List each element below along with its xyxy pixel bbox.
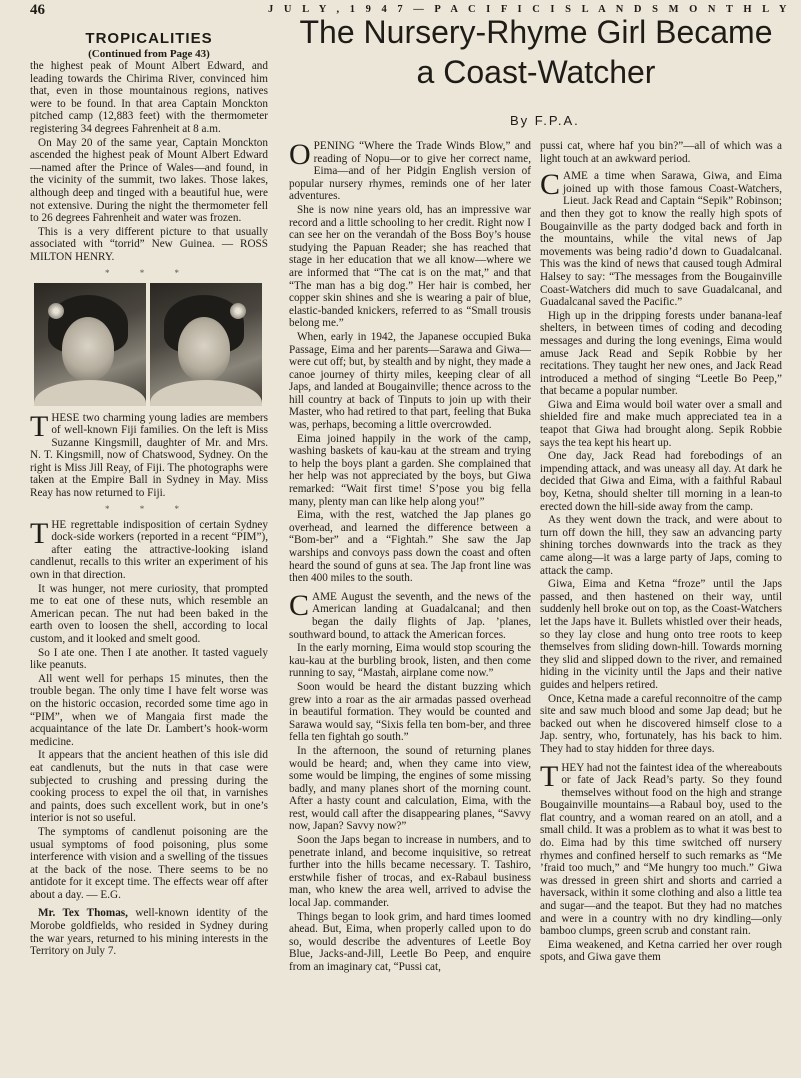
tropicalities-column [30, 30, 268, 959]
paragraph: It was hunger, not mere curiosity, that prompted me to eat one of these nuts, which resemble an American pecan. The nut had been baked in the earth oven to loosen the shell, according to local custom, and it looked and smelt good. [30, 582, 268, 645]
running-head: J U L Y , 1 9 4 7 — P A C I F I C I S L A N D S M O N T H L Y [268, 4, 791, 15]
drop-cap: O [289, 138, 311, 171]
article-column-2 [289, 140, 531, 975]
paragraph: CAME a time when Sarawa, Giwa, and Eima joined up with those famous Coast-Watchers, Lieut. Jack Read and Captain “Sepik” Robinson; and then they got to know the really high spots of Bougainville as the party dodged back and forth in the mountains, while the vital news of Jap movements was being radio’d down to Guadalcanal. This was the kind of news that caused tough Admiral Halsey to say: “The messages from the Bougainville Coast-Watchers did much to save Guadalcanal, and Guadalcanal saved the Pacific.” [540, 168, 782, 309]
paragraph: pussi cat, where haf you bin?”—all of which was a light touch at an awkward period. [540, 140, 782, 165]
paragraph: OPENING “Where the Trade Winds Blow,” and reading of Nopu—or to give her correct name, Eima—and of her Pidgin English version of popular nursery rhymes, reminds one of her later adventures. [289, 138, 531, 203]
drop-cap: T [30, 409, 49, 443]
paragraph: This is a very different picture to that usually associated with “torrid” New Guinea. — ROSS MILTON HENRY. [30, 225, 268, 263]
paragraph: As they went down the track, and were about to turn off down the hill, they saw an advancing party shining torches downwards into the track as they came along—it was a large party of Japs, coming to attack the camp. [540, 514, 782, 577]
paragraph: When, early in 1942, the Japanese occupied Buka Passage, Eima and her parents—Sarawa and Giwa—were cut off; but, by stealth and by night, they made a canoe journey of thirty miles, keeping clear of all Japs, and landed at Bougainville; thence across to the hill country at back of Tinputs to join up with their Master, who had retired to that part, feeling that Buka was, perhaps, becoming a little overcrowded. [289, 330, 531, 432]
photo-pair [34, 283, 268, 406]
article-column-3 [540, 140, 782, 965]
photo-caption: THESE two charming young ladies are members of well-known Fiji families. On the left is Miss Suzanne Kingsmill, daughter of Mr. and Mrs. N. T. Kingsmill, now of Chatswood, Sydney. On the right is Miss Jill Reay, of Fiji. The photographs were taken at the Empire Ball in Sydney in May. Miss Reay has now returned to Fiji. [30, 409, 268, 500]
paragraph: Eima, with the rest, watched the Jap planes go overhead, and learned the difference between a “Bom-ber” and a “Fightah.” She saw the Jap warships and convoys pass down the coast and often heard the sound of guns at sea. The Jap front line was then 400 miles to the south. [289, 509, 531, 585]
paragraph: Eima weakened, and Ketna carried her over rough spots, and Giwa gave them [540, 938, 782, 964]
paragraph: On May 20 of the same year, Captain Monckton ascended the highest peak of Mount Albert Edward—named after the Prince of Wales—and found, in the vicinity of the summit, two lakes. Those lakes, although deep and tinged with a beautiful hue, were not extensive. During the night the thermometer fell to 26 degrees Fahrenheit and water was frozen. [30, 136, 268, 225]
section-title: TROPICALITIES [85, 30, 213, 47]
paragraph: the highest peak of Mount Albert Edward, and leading towards the Chirima River, convinced him that, even in those mountainous regions, natives were to be found. In that area Captain Monckton pitched camp (12,883 feet) with the thermometer registering 34 degrees Fahrenheit at 8 a.m. [30, 60, 268, 135]
paragraph: So I ate one. Then I ate another. It tasted vaguely like peanuts. [30, 646, 268, 672]
section-divider: * * * [105, 267, 193, 278]
drop-cap: T [30, 516, 49, 550]
article-title: The Nursery-Rhyme Girl Became a Coast-Watcher [299, 14, 773, 90]
paragraph: In the afternoon, the sound of returning planes would be heard; and, when they came into view, some would be limping, the engines of some missing badly, and many planes short of the morning count. After a hasty count and calculation, Eima, with the rest, would call after the disappearing planes, “Savvy now, Japan? Savvy now?” [289, 744, 531, 833]
section-subtitle: (Continued from Page 43) [88, 48, 210, 60]
paragraph: All went well for perhaps 15 minutes, then the trouble began. The only time I have felt worse was on the historic occasion, recorded some time ago in “PIM”, when we of Mangaia first made the acquaintance of the late Dr. Lambert’s hook-worm medicine. [30, 672, 268, 748]
paragraph: She is now nine years old, has an impressive war record and a little schooling to her credit. Right now I can see her on the verandah of the Boss Boy’s house studying the Papuan Reader; she has reached that stage in her education that we all know—where we are informed that “The cat is on the mat,” and that “The man has a big dog.” Her hair is combed, her copper skin shines and she is wearing a pair of blue, elastic-banded knickers, referred to as “Small trousis belong me.” [289, 203, 531, 330]
paragraph: Eima joined happily in the work of the camp, washing baskets of kau-kau at the stream and trying to help the boys plant a garden. She complained that her help was not appreciated by the boys, but Giwa remarked: “Wait first time! S’pose you big fella many, plenty man can like help along you!” [289, 432, 531, 508]
paragraph: High up in the dripping forests under banana-leaf shelters, in between times of coding and decoding messages and during the long evenings, Eima would amuse Jack Read and Sepik Robbie by her recitations. They taught her new ones, and Jack Read introduced a method of singing “Leetle Bo Peep,” that became a popular number. [540, 309, 782, 398]
page-number: 46 [30, 2, 45, 18]
paragraph: It appears that the ancient heathen of this isle did eat candlenuts, but the nuts in that case were subjected to crushing and pressing during the cooking process to expel the oil that, in varnishes and paints, does such excellent work, but in one’s interior is not so useful. [30, 749, 268, 825]
paragraph: THE regrettable indisposition of certain Sydney dock-side workers (reported in a recent “PIM”), after eating the attractive-looking island candlenut, recalls to this writer an experiment of his own in that direction. [30, 516, 268, 582]
article-byline: By F.P.A. [510, 113, 580, 128]
paragraph: The symptoms of candlenut poisoning are the usual symptoms of food poisoning, plus some interference with vision and a swelling of the tissues at the back of the nose. There seems to be no antidote for it except time. The effects wear off after about a day. — E.G. [30, 825, 268, 901]
paragraph: Giwa, Eima and Ketna “froze” until the Japs passed, and then hastened on their way, until suddenly hell broke out on top, as the Coast-Watchers let the Japs have it. Bullets whistled over their heads, so they lay close and hung onto tree roots to keep themselves from sliding down-hill. Towards morning they slid and slipped down to the river, and remained hiding in the vicinity until the Japs and their native guides and helpers retired. [540, 578, 782, 691]
paragraph: Things began to look grim, and hard times loomed ahead. But, Eima, when properly called upon to do so, would describe the adventures of Leetle Boy Blue, Jacks-and-Jill, Leetle Bo Peep, and enquire from an imaginary cat, “Pussi cat, [289, 910, 531, 973]
drop-cap: C [540, 168, 561, 202]
paragraph: Mr. Tex Thomas, well-known identity of the Morobe goldfields, who resided in Sydney during the war years, returned to his mining interests in the Territory on July 7. [30, 907, 268, 958]
paragraph: In the early morning, Eima would stop scouring the kau-kau at the burbling brook, listen, and then come running to say, “Mastah, airplane come now.” [289, 642, 531, 680]
paragraph: One day, Jack Read had forebodings of an impending attack, and was uneasy all day. At dark he decided that Giwa and Eima, with a faithful Rabaul boy, Ketna, should shelter till morning in a lean-to erected down the hill-side away from the camp. [540, 450, 782, 513]
paragraph: CAME August the seventh, and the news of the American landing at Guadalcanal; and then began the daily flights of Jap. ’planes, southward bound, to attack the American forces. [289, 588, 531, 641]
drop-cap: T [540, 759, 559, 793]
paragraph: THEY had not the faintest idea of the whereabouts or fate of Jack Read’s party. So they found themselves without food on the high and strange Bougainville mountains—a Rabaul boy, used to the flat country, and a woman reared on an atoll, and a small child. It was a problem as to what it was best to do. Eima had by this time switched off nursery rhymes and confined herself to such remarks as “Me ’fraid too much,” and “Me hungry too much.” Giwa was dressed in green shirt and shorts and carried a haversack, within it some clothing and also a little tea and sugar—and the teapot. But they had no matches and were in a country with no dry kindling—only bamboo clumps, green scrub and constant rain. [540, 759, 782, 938]
paragraph: Once, Ketna made a careful reconnoitre of the camp site and saw much blood and some Jap dead; but he backed out when he discovered himself close to a Jap. sentry, who, fortunately, has his back to him. They had to stay hidden for three days. [540, 692, 782, 755]
paragraph: Soon the Japs began to increase in numbers, and to penetrate inland, and become inquisitive, so retreat further into the hills became necessary. T. Tashiro, erstwhile fisher of trocas, and ex-Rabaul business man, who knew the area well, arrived to advise the local Jap. commander. [289, 834, 531, 910]
portrait-photo-left [34, 283, 146, 406]
paragraph: Giwa and Eima would boil water over a small and shielded fire and make much appreciated tea in a teapot that Giwa had brought along. Sepik Robbie says the tea kept his heart up. [540, 398, 782, 449]
drop-cap: C [289, 588, 310, 622]
section-divider: * * * [105, 503, 193, 514]
portrait-photo-right [150, 283, 262, 406]
paragraph: Soon would be heard the distant buzzing which grew into a roar as the air armadas passed overhead in beautiful formation. They would be counted and Sarawa would say, “Sixis fella ten bom-ber, and three fella ten fightah go south.” [289, 680, 531, 744]
